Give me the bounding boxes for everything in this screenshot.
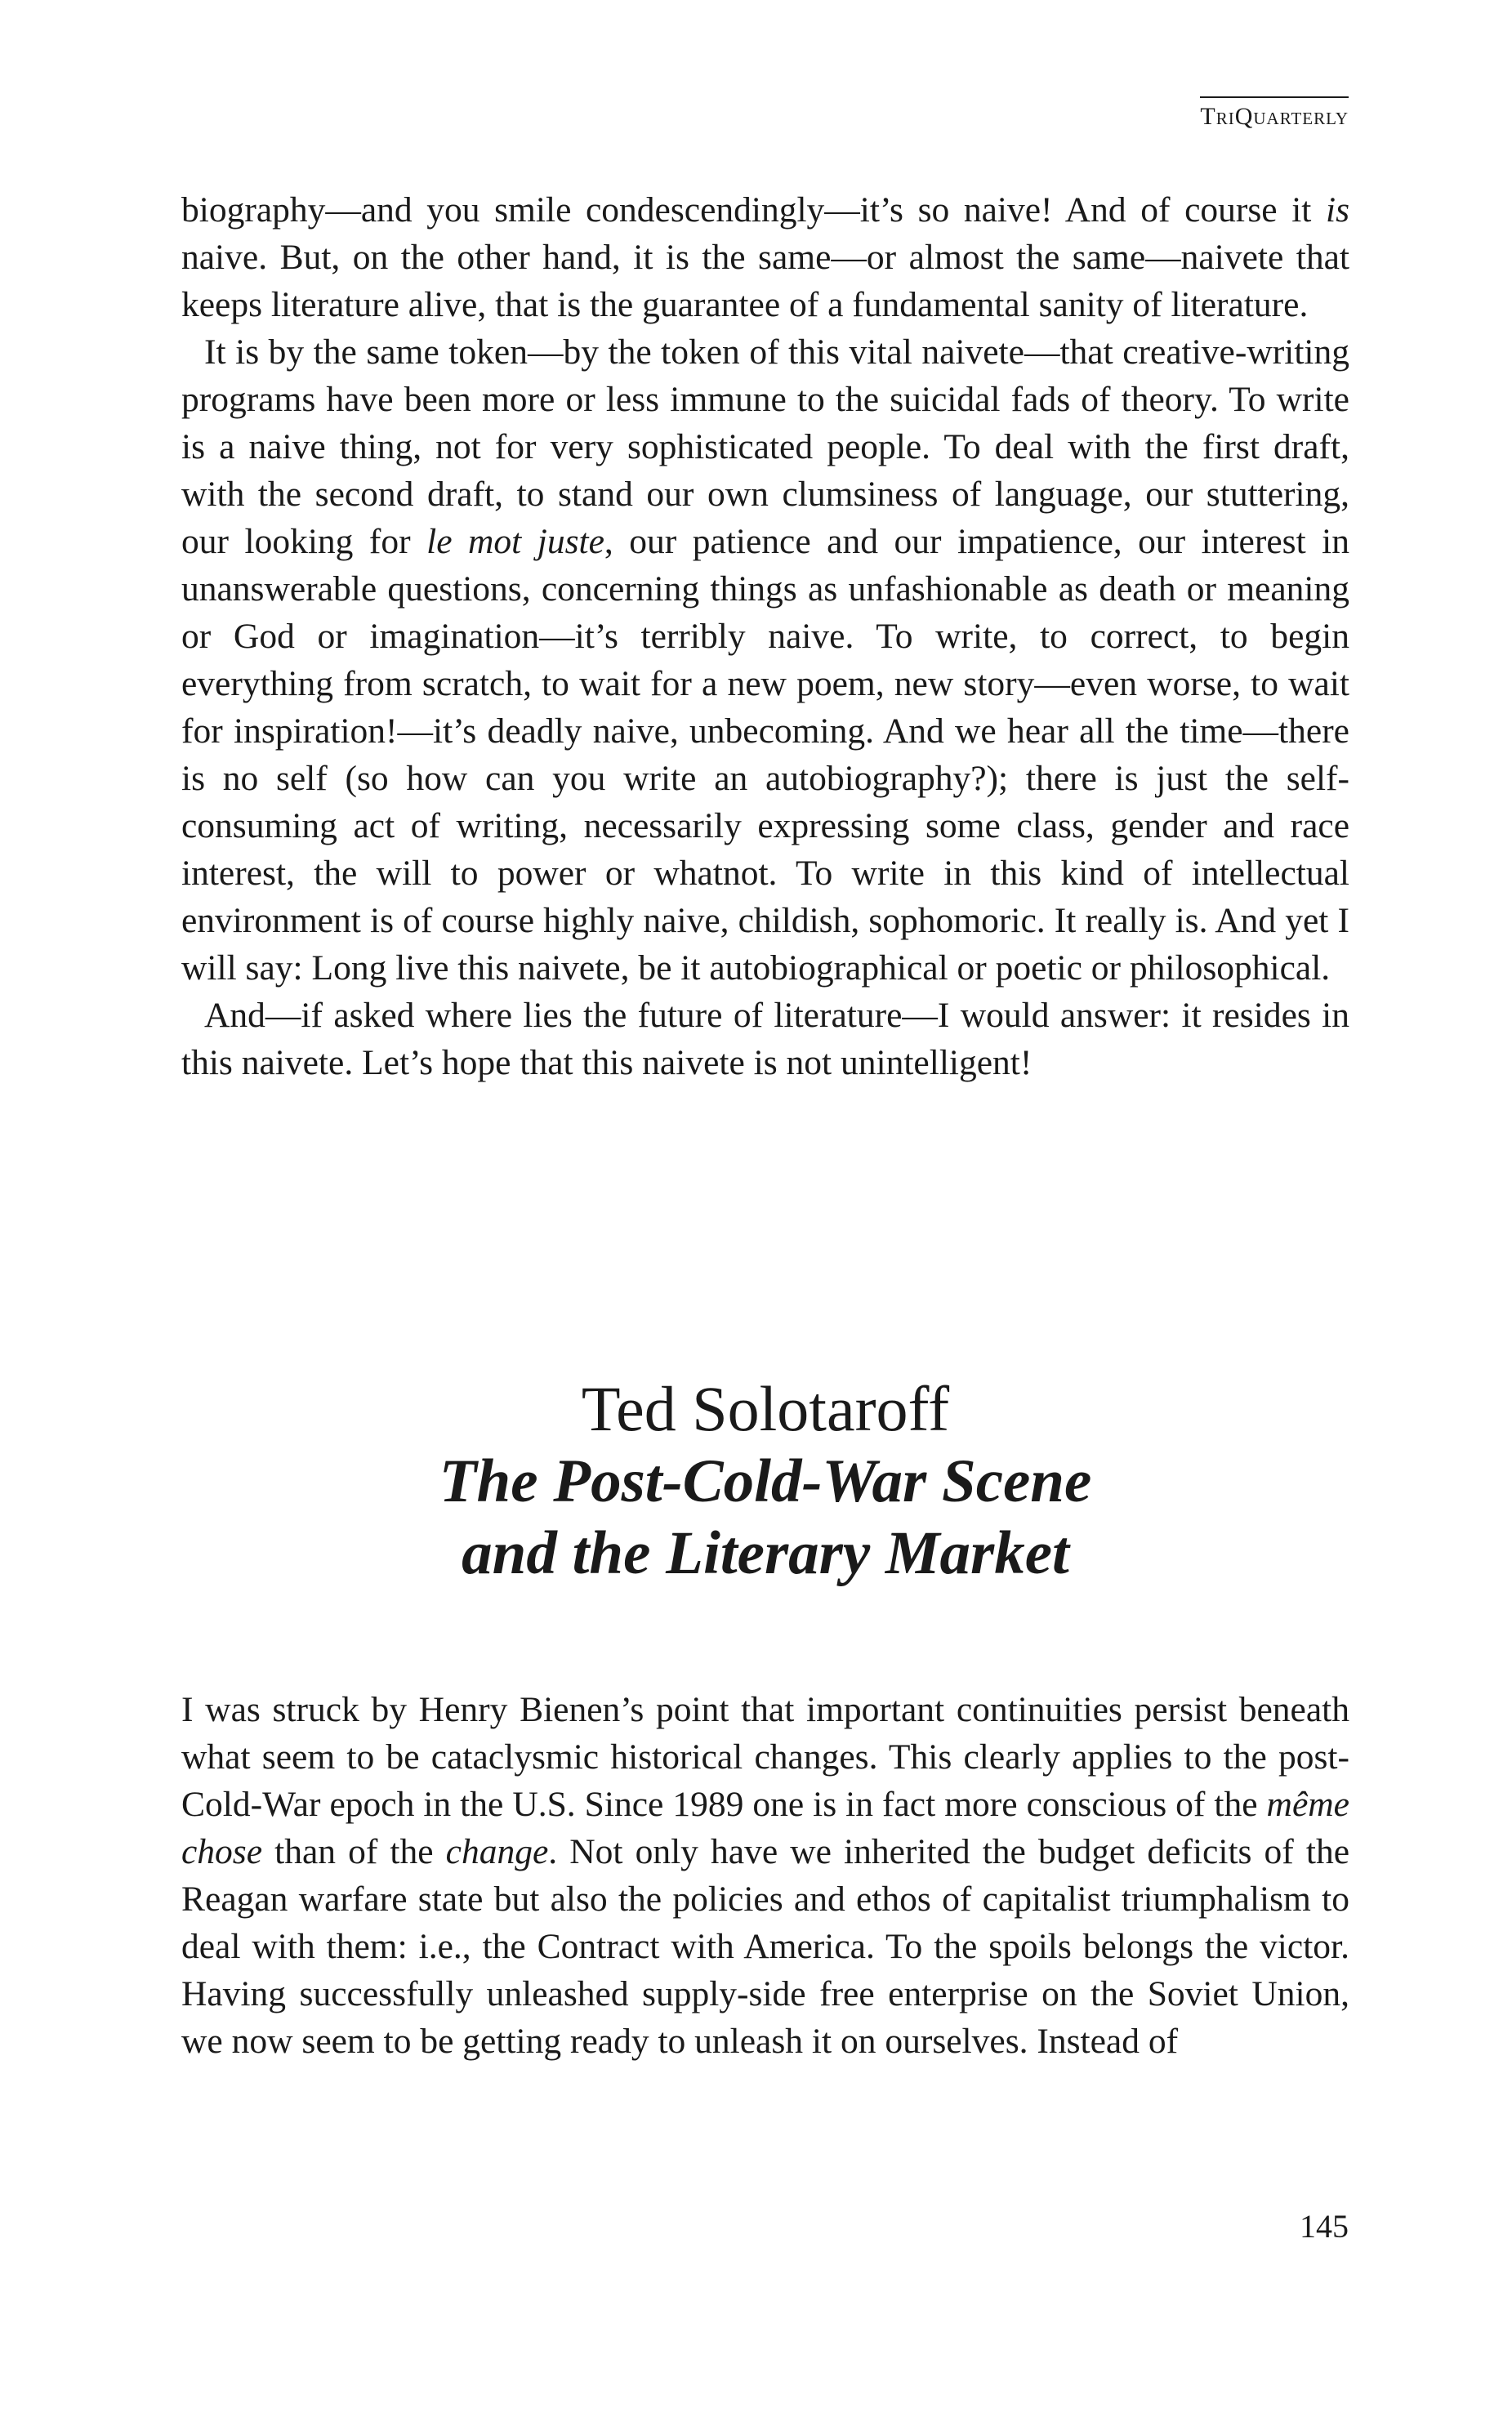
- paragraph: [181, 1686, 1349, 2065]
- italic-text-run: le mot juste: [426, 522, 604, 561]
- running-head: TriQuarterly: [1200, 96, 1349, 131]
- italic-text-run: is: [1325, 190, 1349, 230]
- body-text-section-2: [181, 1686, 1349, 2065]
- text-run: , our patience and our impatience, our interest in unanswerable questions, concerning things as unfashionable as death or meaning or God or imagination—it’s terribly naive. To write, to correct, to begin everything from scratch, to wait for a new poem, new story—even worse, to wait for inspiration!—it’s deadly naive, unbecoming. And we hear all the time—there is no self (so how can you write an autobiography?); there is just the self-consuming act of writing, necessarily expressing some class, gender and race interest, the will to power or whatnot. To write in this kind of intellectual environment is of course highly naive, childish, sophomoric. It really is. And yet I will say: Long live this naivete, be it autobiographical or poetic or philosophical.: [181, 522, 1349, 988]
- text-run: And—if asked where lies the future of literature—I would answer: it resides in this naivete. Let’s hope that this naivete is not unintelligent!: [181, 996, 1349, 1082]
- article-title-line-2: and the Literary Market: [462, 1519, 1069, 1587]
- page-number: 145: [1300, 2208, 1349, 2245]
- text-run: biography—and you smile condescendingly—it’s so naive! And of course it: [181, 190, 1326, 230]
- text-run: naive. But, on the other hand, it is the same—or almost the same—naivete that keeps literature alive, that is the guarantee of a fundamental sanity of literature.: [181, 238, 1349, 324]
- body-text-section-1: [181, 186, 1349, 1086]
- article-heading: [181, 1372, 1349, 1590]
- text-run: . Not only have we inherited the budget deficits of the Reagan warfare state but also the policies and ethos of capitalist triumphalism to deal with them: i.e., the Contract with America. To the spoils belongs the victor. Having successfully unleashed supply-side free enterprise on the Soviet Union, we now seem to be getting ready to unleash it on ourselves. Instead of: [181, 1832, 1350, 2061]
- text-run: I was struck by Henry Bienen’s point that important continuities persist beneath what seem to be cataclysmic historical changes. This clearly applies to the post-Cold-War epoch in the U.S. Since 1989 one is in fact more conscious of the: [181, 1690, 1349, 1824]
- article-title-line-1: The Post-Cold-War Scene: [439, 1447, 1092, 1515]
- italic-text-run: même chose: [181, 1785, 1349, 1871]
- italic-text-run: change: [445, 1832, 549, 1871]
- paragraph: [181, 186, 1349, 328]
- author-name: Ted Solotaroff: [581, 1373, 950, 1444]
- paragraph: [181, 992, 1349, 1086]
- paragraph: [181, 328, 1349, 992]
- text-run: It is by the same token—by the token of this vital naivete—that creative-writing programs have been more or less immune to the suicidal fads of theory. To write is a naive thing, not for very sophisticated people. To deal with the first draft, with the second draft, to stand our own clumsiness of language, our stuttering, our looking for: [181, 332, 1349, 561]
- text-run: than of the: [262, 1832, 446, 1871]
